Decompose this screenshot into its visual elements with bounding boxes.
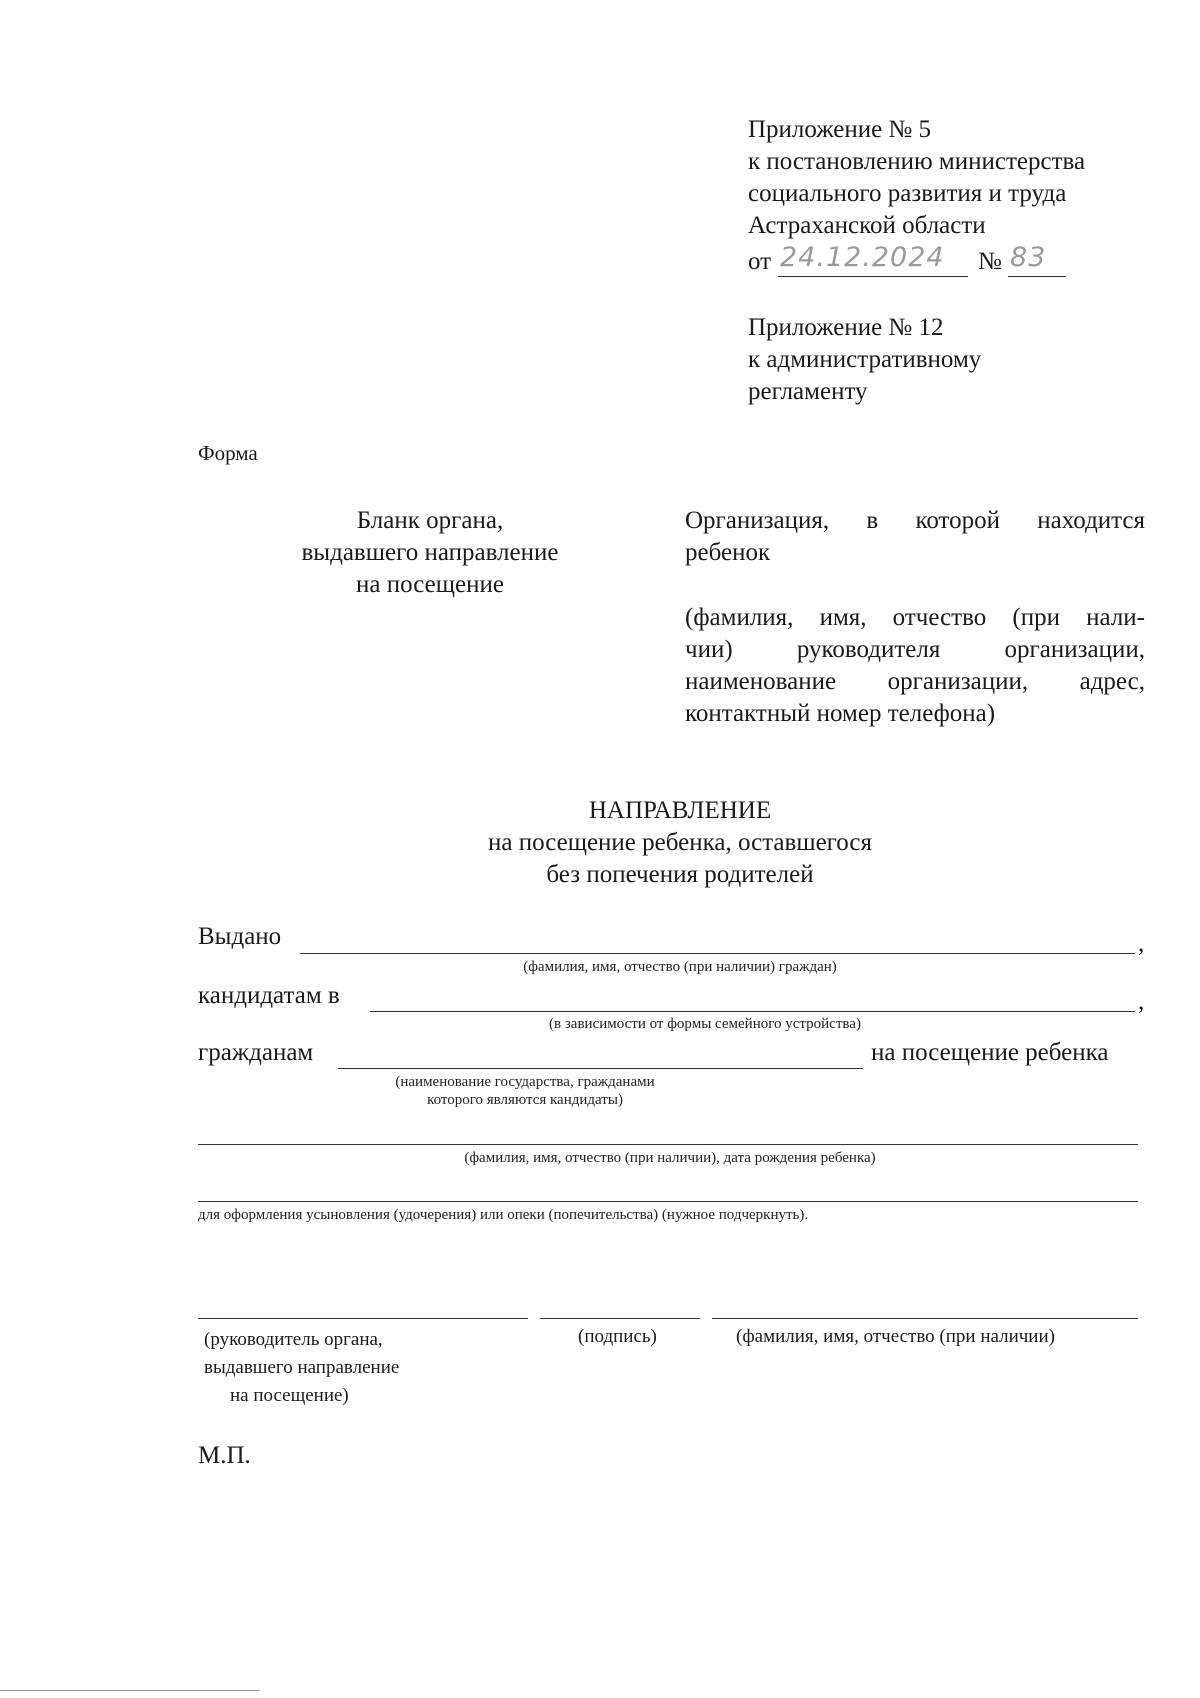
appendix5-line2: к постановлению министерства bbox=[748, 148, 1086, 175]
recipient-note-line4: контактный номер телефона) bbox=[685, 700, 996, 727]
purpose-field-line[interactable] bbox=[198, 1201, 1138, 1202]
sign-signature-line[interactable] bbox=[540, 1318, 700, 1319]
appendix12-block bbox=[748, 312, 1168, 408]
candidates-field-line[interactable] bbox=[370, 1011, 1135, 1012]
name-label: (фамилия, имя, отчество (при наличии) bbox=[736, 1326, 1055, 1347]
child-caption: (фамилия, имя, отчество (при наличии), дата рождения ребенка) bbox=[464, 1150, 876, 1166]
issued-comma: , bbox=[1138, 930, 1145, 957]
recipient-note-line1: (фамилия, имя, отчество (при нали- bbox=[685, 604, 1145, 631]
appendix5-block bbox=[748, 114, 1168, 242]
date-underline bbox=[778, 276, 968, 277]
citizens-caption-line1: (наименование государства, гражданами bbox=[395, 1074, 655, 1090]
appendix12-line3: регламенту bbox=[748, 378, 868, 405]
citizens-caption bbox=[330, 1073, 720, 1109]
issuer-blank-block bbox=[250, 505, 610, 601]
appendix5-date-prefix: от bbox=[748, 248, 772, 275]
issued-label: Выдано bbox=[198, 923, 282, 950]
recipient-line2: ребенок bbox=[685, 539, 771, 566]
appendix5-title: Приложение № 5 bbox=[748, 116, 932, 143]
citizens-caption-line2: которого являются кандидаты) bbox=[427, 1092, 623, 1108]
form-label: Форма bbox=[198, 441, 258, 465]
recipient-note bbox=[685, 602, 1145, 730]
purpose-text: для оформления усыновления (удочерения) или опеки (попечительства) (нужное подчеркнуть). bbox=[198, 1207, 809, 1223]
appendix5-line3: социального развития и труда bbox=[748, 180, 1067, 207]
candidates-comma: , bbox=[1138, 988, 1145, 1015]
issued-field-line[interactable] bbox=[300, 953, 1135, 954]
appendix12-line2: к административному bbox=[748, 346, 982, 373]
recipient-block bbox=[685, 505, 1145, 569]
citizens-label: гражданам bbox=[198, 1039, 314, 1066]
head-line2: выдавшего направление bbox=[204, 1357, 400, 1378]
recipient-note-line3: наименование организации, адрес, bbox=[685, 668, 1145, 695]
document-title bbox=[300, 795, 1060, 891]
citizens-field-line[interactable] bbox=[338, 1068, 863, 1069]
name-signature-line[interactable] bbox=[712, 1318, 1138, 1319]
sign-label: (подпись) bbox=[578, 1326, 657, 1347]
title-sub1: на посещение ребенка, оставшегося bbox=[487, 829, 873, 856]
candidates-label: кандидатам в bbox=[198, 982, 340, 1009]
appendix5-date-value: 24.12.2024 bbox=[780, 242, 945, 273]
issuer-blank-line1: Бланк органа, bbox=[356, 507, 504, 534]
title-sub2: без попечения родителей bbox=[546, 861, 814, 888]
appendix5-line4: Астраханской области bbox=[748, 212, 986, 239]
issuer-blank-line2: выдавшего направление bbox=[301, 539, 559, 566]
candidates-caption: (в зависимости от формы семейного устройства) bbox=[549, 1016, 861, 1032]
number-underline bbox=[1008, 276, 1066, 277]
citizens-suffix: на посещение ребенка bbox=[871, 1039, 1109, 1066]
stamp-label: М.П. bbox=[198, 1442, 251, 1469]
recipient-line1: Организация, в которой находится bbox=[685, 507, 1145, 534]
title-main: НАПРАВЛЕНИЕ bbox=[588, 797, 772, 824]
footer-rule bbox=[0, 1690, 260, 1691]
head-line1: (руководитель органа, bbox=[204, 1329, 383, 1350]
head-signature-line[interactable] bbox=[198, 1318, 528, 1319]
child-field-line[interactable] bbox=[198, 1144, 1138, 1145]
appendix12-title: Приложение № 12 bbox=[748, 314, 944, 341]
appendix5-number-value: 83 bbox=[1010, 242, 1047, 273]
recipient-note-line2: чии) руководителя организации, bbox=[685, 636, 1145, 663]
issued-caption: (фамилия, имя, отчество (при наличии) граждан) bbox=[523, 959, 837, 975]
head-block bbox=[204, 1326, 524, 1410]
head-line3: на посещение) bbox=[230, 1385, 349, 1406]
issuer-blank-line3: на посещение bbox=[356, 571, 504, 598]
appendix5-number-prefix: № bbox=[978, 248, 1002, 275]
